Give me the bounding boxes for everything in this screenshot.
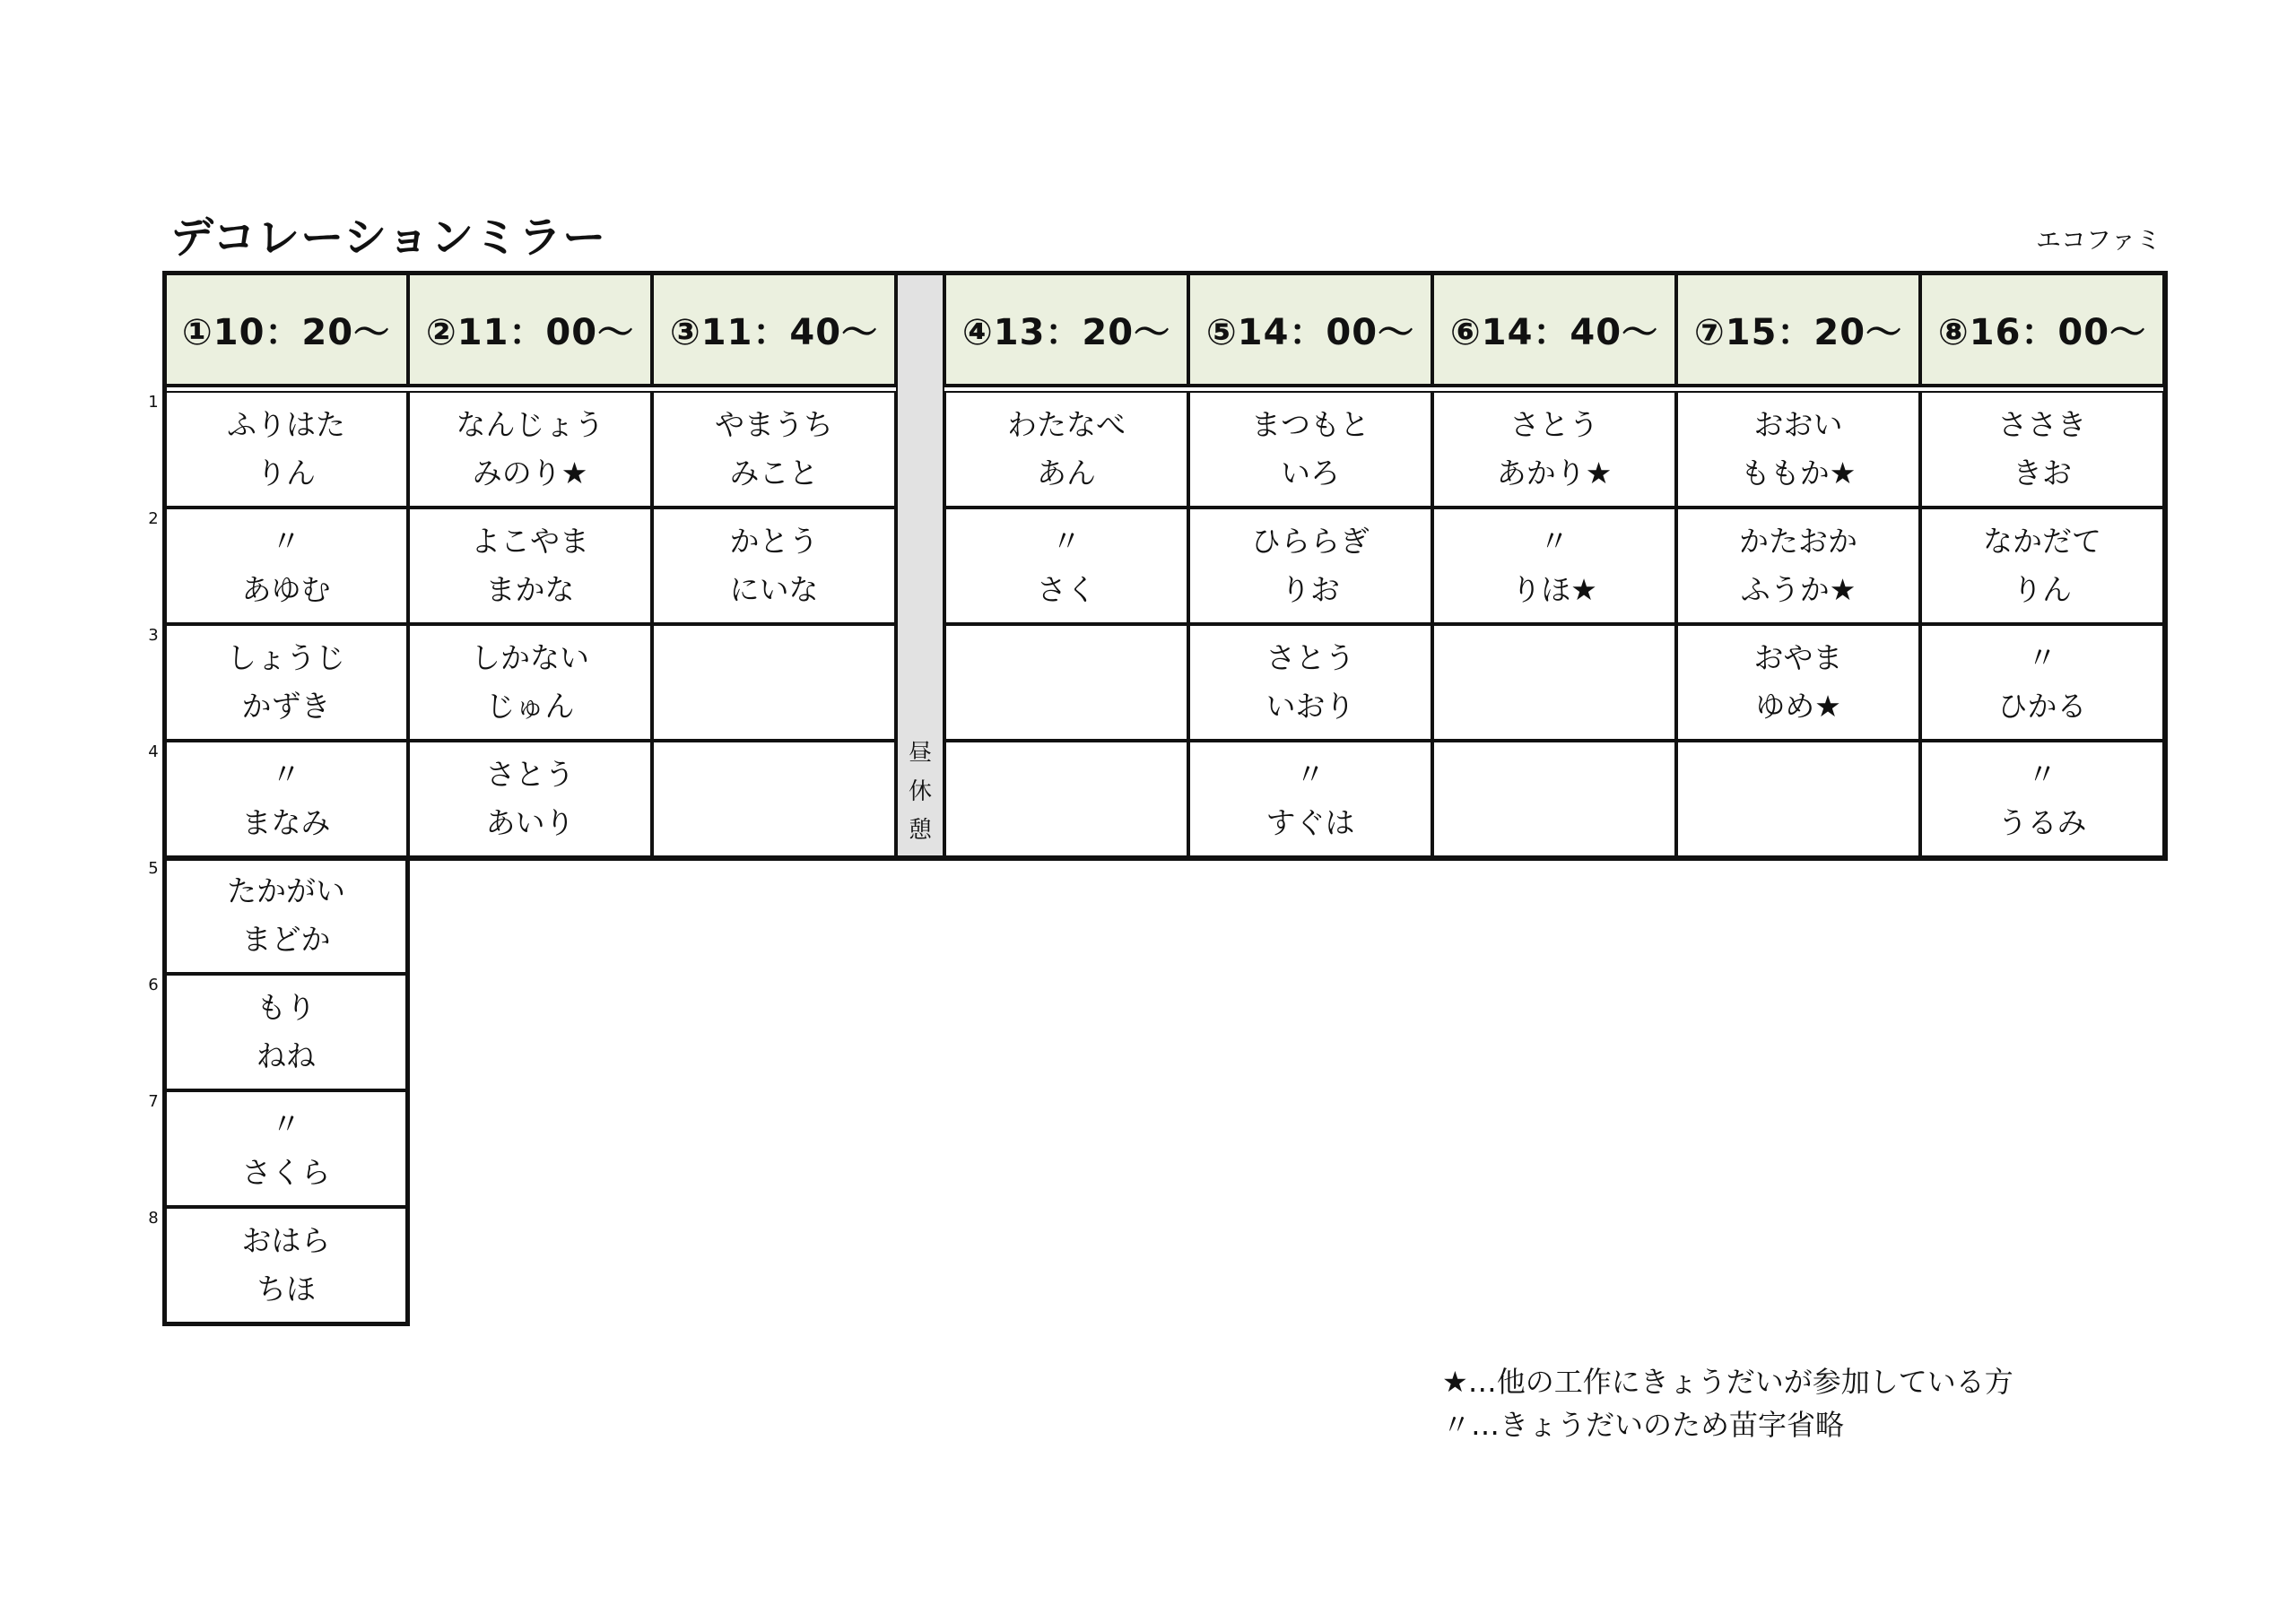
schedule-cell bbox=[1676, 508, 1920, 624]
schedule-cell bbox=[1188, 624, 1432, 741]
schedule-cell bbox=[1432, 508, 1676, 624]
schedule-cell bbox=[1188, 508, 1432, 624]
family-name: しかない bbox=[471, 640, 589, 675]
family-name: 〃 bbox=[271, 524, 301, 559]
given-name: まかな bbox=[485, 572, 575, 607]
family-name: 〃 bbox=[1539, 524, 1570, 559]
legend-ditto-note: 〃…きょうだいのため苗字省略 bbox=[1442, 1408, 1845, 1442]
time-slot-header: ①10：20～ bbox=[164, 273, 408, 386]
given-name: ももか★ bbox=[1740, 456, 1857, 490]
schedule-cell bbox=[1188, 741, 1432, 857]
schedule-cell bbox=[944, 391, 1188, 508]
lunch-break-label: 昼 bbox=[908, 740, 932, 767]
family-name: たかがい bbox=[227, 873, 345, 908]
schedule-cell bbox=[652, 624, 896, 741]
given-name: ゆめ★ bbox=[1755, 689, 1841, 724]
family-name: 〃 bbox=[2027, 757, 2057, 792]
family-name: 〃 bbox=[271, 1107, 301, 1141]
schedule-cell bbox=[1920, 391, 2164, 508]
family-name: もり bbox=[257, 990, 316, 1025]
row-number: 3 bbox=[148, 626, 159, 645]
lunch-break-label: 憩 bbox=[908, 817, 932, 844]
schedule-cell bbox=[408, 624, 652, 741]
given-name: うるみ bbox=[1997, 805, 2087, 840]
schedule-cell bbox=[164, 624, 408, 741]
schedule-cell bbox=[164, 1090, 408, 1207]
time-slot-header: ⑤14：00～ bbox=[1188, 273, 1432, 386]
family-name: わたなべ bbox=[1007, 407, 1126, 442]
schedule-cell bbox=[164, 974, 408, 1090]
schedule-cell bbox=[652, 741, 896, 857]
given-name: ちほ bbox=[257, 1271, 316, 1306]
schedule-cell bbox=[944, 508, 1188, 624]
row-number: 6 bbox=[148, 976, 159, 994]
given-name: きお bbox=[2013, 456, 2072, 490]
family-name: おやま bbox=[1753, 640, 1843, 675]
family-name: 〃 bbox=[271, 757, 301, 792]
legend-star-note: ★…他の工作にきょうだいが参加している方 bbox=[1442, 1365, 2013, 1399]
given-name: いおり bbox=[1265, 689, 1355, 724]
given-name: りお bbox=[1281, 572, 1340, 607]
family-name: かとう bbox=[729, 524, 819, 559]
organization-name: エコファミ bbox=[2036, 225, 2161, 255]
given-name: じゅん bbox=[485, 689, 575, 724]
schedule-cell bbox=[652, 508, 896, 624]
lunch-break-column bbox=[896, 273, 944, 857]
schedule-cell bbox=[408, 391, 652, 508]
schedule-cell bbox=[1432, 741, 1676, 857]
row-number: 1 bbox=[148, 393, 159, 412]
schedule-cell bbox=[164, 857, 408, 974]
given-name: まなみ bbox=[241, 805, 331, 840]
family-name: なんじょう bbox=[456, 407, 604, 442]
schedule-cell bbox=[652, 391, 896, 508]
family-name: かたおか bbox=[1739, 524, 1857, 559]
family-name: ふりはた bbox=[227, 407, 345, 442]
family-name: 〃 bbox=[1051, 524, 1082, 559]
family-name: さとう bbox=[485, 757, 575, 792]
given-name: ひかる bbox=[1997, 689, 2087, 724]
given-name: かずき bbox=[241, 689, 331, 724]
given-name: あいり bbox=[485, 805, 575, 840]
family-name: なかだて bbox=[1983, 524, 2101, 559]
schedule-cell bbox=[164, 508, 408, 624]
family-name: ささき bbox=[1997, 407, 2087, 442]
given-name: りほ★ bbox=[1511, 572, 1597, 607]
schedule-cell bbox=[1676, 741, 1920, 857]
given-name: にいな bbox=[729, 572, 819, 607]
family-name: 〃 bbox=[2027, 640, 2057, 675]
family-name: やまうち bbox=[715, 407, 833, 442]
given-name: あん bbox=[1037, 456, 1096, 490]
time-slot-header: ⑦15：20～ bbox=[1676, 273, 1920, 386]
family-name: 〃 bbox=[1295, 757, 1326, 792]
given-name: ふうか★ bbox=[1740, 572, 1857, 607]
family-name: ひららぎ bbox=[1251, 524, 1370, 559]
family-name: まつもと bbox=[1251, 407, 1370, 442]
row-number: 2 bbox=[148, 509, 159, 528]
family-name: おはら bbox=[241, 1223, 331, 1258]
given-name: あゆむ bbox=[241, 572, 331, 607]
row-number: 8 bbox=[148, 1209, 159, 1228]
schedule-cell bbox=[408, 741, 652, 857]
row-number: 7 bbox=[148, 1092, 159, 1111]
time-slot-header: ④13：20～ bbox=[944, 273, 1188, 386]
time-slot-header: ⑥14：40～ bbox=[1432, 273, 1676, 386]
schedule-cell bbox=[408, 508, 652, 624]
schedule-cell bbox=[1432, 624, 1676, 741]
given-name: あかり★ bbox=[1496, 456, 1613, 490]
schedule-cell bbox=[1676, 624, 1920, 741]
given-name: みこと bbox=[729, 456, 819, 490]
schedule-cell bbox=[1920, 624, 2164, 741]
schedule-cell bbox=[164, 1207, 408, 1324]
given-name: いろ bbox=[1281, 456, 1340, 490]
schedule-cell bbox=[1920, 508, 2164, 624]
schedule-cell bbox=[1920, 741, 2164, 857]
schedule-cell bbox=[1188, 391, 1432, 508]
given-name: りん bbox=[257, 456, 316, 490]
family-name: しょうじ bbox=[227, 640, 345, 675]
schedule-cell bbox=[1676, 391, 1920, 508]
family-name: よこやま bbox=[471, 524, 589, 559]
schedule-cell bbox=[1432, 391, 1676, 508]
schedule-cell bbox=[944, 741, 1188, 857]
family-name: さとう bbox=[1265, 640, 1355, 675]
given-name: さく bbox=[1037, 572, 1096, 607]
row-number: 4 bbox=[148, 742, 159, 761]
schedule-cell bbox=[164, 391, 408, 508]
family-name: おおい bbox=[1753, 407, 1843, 442]
page-title: デコレーションミラー bbox=[170, 213, 607, 263]
given-name: さくら bbox=[241, 1155, 331, 1190]
time-slot-header: ③11：40～ bbox=[652, 273, 896, 386]
given-name: すぐは bbox=[1265, 805, 1355, 840]
time-slot-header: ⑧16：00～ bbox=[1920, 273, 2164, 386]
given-name: ねね bbox=[257, 1038, 316, 1073]
given-name: みのり★ bbox=[472, 456, 588, 490]
family-name: さとう bbox=[1509, 407, 1599, 442]
time-slot-header: ②11：00～ bbox=[408, 273, 652, 386]
lunch-break-label: 休 bbox=[908, 778, 932, 805]
row-number: 5 bbox=[148, 859, 159, 878]
given-name: りん bbox=[2013, 572, 2072, 607]
schedule-cell bbox=[164, 741, 408, 857]
given-name: まどか bbox=[241, 922, 331, 957]
schedule-cell bbox=[944, 624, 1188, 741]
